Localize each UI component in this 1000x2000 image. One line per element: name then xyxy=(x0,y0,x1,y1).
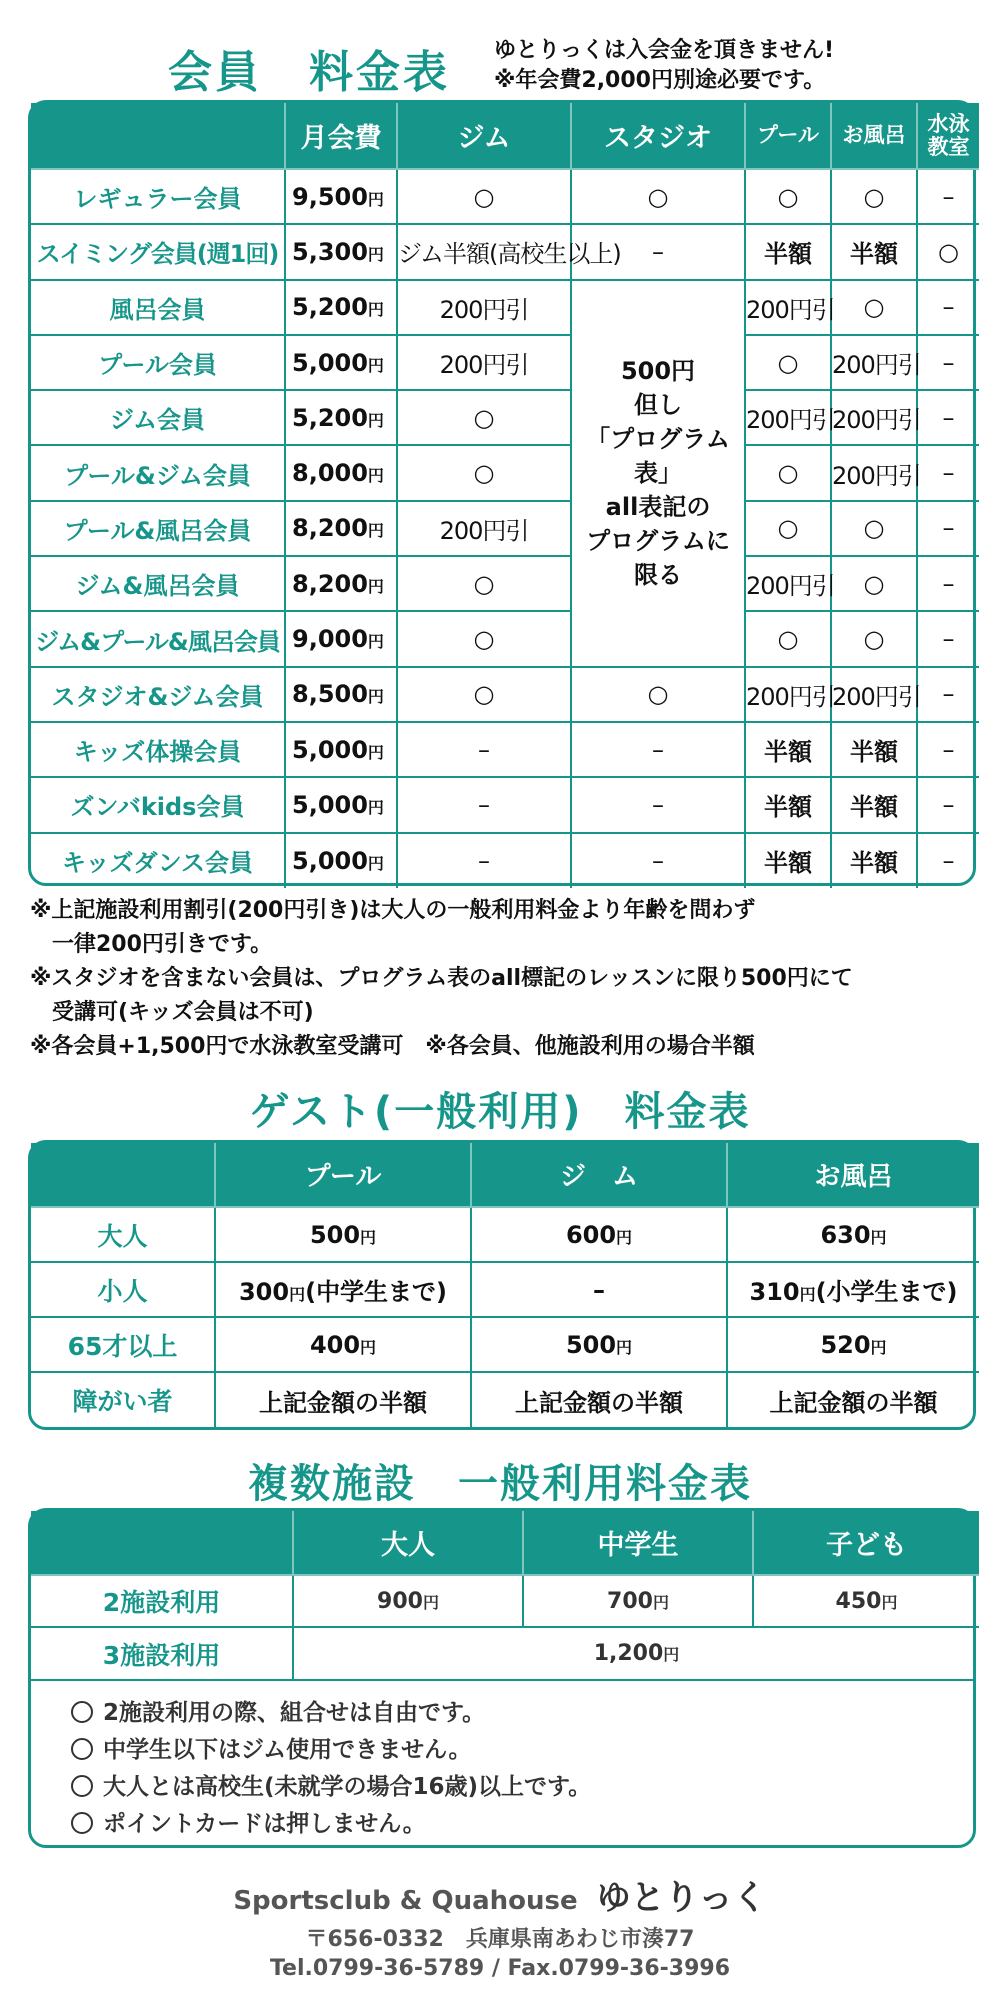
plan-name: ジム会員 xyxy=(31,390,285,445)
gym-cell: ○ xyxy=(397,556,571,611)
monthly-fee: 5,300円 xyxy=(285,224,397,279)
monthly-fee: 9,500円 xyxy=(285,169,397,224)
gym-price: 600円 xyxy=(471,1207,727,1262)
header-studio: スタジオ xyxy=(571,103,745,169)
bath-price: 520円 xyxy=(727,1317,979,1372)
studio-cell: – xyxy=(571,224,745,279)
brand-logo: ゆとりっく xyxy=(596,1878,767,1918)
pool-cell: ○ xyxy=(745,169,831,224)
header-cell-empty xyxy=(31,103,285,169)
header-gym: ジム xyxy=(397,103,571,169)
adult-price: 900円 xyxy=(293,1575,523,1627)
guest-section-title: ゲスト(一般利用) 料金表 xyxy=(249,1089,751,1135)
studio-cell: ○ xyxy=(571,667,745,722)
header-pool: プール xyxy=(745,103,831,169)
table-row xyxy=(31,335,979,390)
table-row xyxy=(31,1575,979,1627)
gym-cell: ○ xyxy=(397,611,571,666)
plan-name: ズンバkids会員 xyxy=(31,777,285,832)
studio-cell: – xyxy=(571,833,745,888)
row-label: 大人 xyxy=(31,1207,215,1262)
bath-cell: ○ xyxy=(831,280,917,335)
gym-cell: 200円引 xyxy=(397,501,571,556)
plan-name: 風呂会員 xyxy=(31,280,285,335)
list-item: ポイントカードは押しません。 xyxy=(71,1806,973,1843)
table-row xyxy=(31,445,979,500)
footer-brand xyxy=(0,1870,1000,1919)
studio-cell: – xyxy=(571,777,745,832)
header-bath: お風呂 xyxy=(831,103,917,169)
header-child: 子ども xyxy=(753,1511,979,1575)
plan-name: スタジオ&ジム会員 xyxy=(31,667,285,722)
all-price: 1,200円 xyxy=(293,1627,979,1679)
pool-cell: 200円引 xyxy=(745,667,831,722)
table-row xyxy=(31,390,979,445)
bath-price: 630円 xyxy=(727,1207,979,1262)
multi-facility-table xyxy=(28,1508,976,1848)
note-line: 一律200円引きです。 xyxy=(52,932,273,957)
circle-bullet-icon xyxy=(71,1812,93,1834)
gym-cell: – xyxy=(397,722,571,777)
swim-class-cell: – xyxy=(917,777,979,832)
gym-cell: 200円引 xyxy=(397,280,571,335)
plan-name: プール&ジム会員 xyxy=(31,445,285,500)
plan-name: レギュラー会員 xyxy=(31,169,285,224)
pool-cell: 半額 xyxy=(745,722,831,777)
swim-class-cell: – xyxy=(917,335,979,390)
bath-cell: 半額 xyxy=(831,722,917,777)
monthly-fee: 8,200円 xyxy=(285,556,397,611)
guest-table-header xyxy=(31,1143,979,1207)
bath-cell: 200円引 xyxy=(831,390,917,445)
header-gym: ジ ム xyxy=(471,1143,727,1207)
pool-cell: 半額 xyxy=(745,224,831,279)
table-row xyxy=(31,1372,979,1427)
footer-tel: Tel.0799-36-5789 / Fax.0799-36-3996 xyxy=(269,1956,731,1981)
row-label: 3施設利用 xyxy=(31,1627,293,1679)
child-price: 450円 xyxy=(753,1575,979,1627)
studio-merged-note: 500円 但し 「プログラム表」 all表記の プログラムに 限る xyxy=(571,280,745,667)
bath-cell: 200円引 xyxy=(831,445,917,500)
gym-cell: – xyxy=(397,777,571,832)
bath-cell: ○ xyxy=(831,169,917,224)
multi-notes xyxy=(31,1679,973,1843)
table-row xyxy=(31,280,979,335)
footer-address: 〒656-0332 兵庫県南あわじ市湊77 xyxy=(305,1927,695,1952)
monthly-fee: 8,200円 xyxy=(285,501,397,556)
plan-name: ジム&風呂会員 xyxy=(31,556,285,611)
swim-class-cell: – xyxy=(917,280,979,335)
circle-bullet-icon xyxy=(71,1701,93,1723)
header-monthly-fee: 月会費 xyxy=(285,103,397,169)
gym-price: 500円 xyxy=(471,1317,727,1372)
page-title: 会員 料金表 xyxy=(168,47,450,98)
gym-price: – xyxy=(471,1262,727,1317)
header-cell-empty xyxy=(31,1511,293,1575)
pool-cell: 200円引 xyxy=(745,390,831,445)
list-item: 大人とは高校生(未就学の場合16歳)以上です。 xyxy=(71,1769,973,1806)
monthly-fee: 8,000円 xyxy=(285,445,397,500)
studio-cell: ○ xyxy=(571,169,745,224)
pool-cell: 200円引 xyxy=(745,280,831,335)
no-entry-fee-note: ゆとりっくは入会金を頂きません! xyxy=(494,38,835,63)
pool-price: 400円 xyxy=(215,1317,471,1372)
member-table-header xyxy=(31,103,979,169)
gym-cell: ○ xyxy=(397,390,571,445)
bath-cell: ○ xyxy=(831,556,917,611)
swim-class-cell: – xyxy=(917,169,979,224)
swim-class-cell: – xyxy=(917,556,979,611)
list-item: 中学生以下はジム使用できません。 xyxy=(71,1732,973,1769)
plan-name: キッズダンス会員 xyxy=(31,833,285,888)
gym-cell: – xyxy=(397,833,571,888)
table-row xyxy=(31,1317,979,1372)
plan-name: プール会員 xyxy=(31,335,285,390)
table-row xyxy=(31,1207,979,1262)
pool-price: 上記金額の半額 xyxy=(215,1372,471,1427)
header-cell-empty xyxy=(31,1143,215,1207)
monthly-fee: 5,000円 xyxy=(285,335,397,390)
brand-name: Sportsclub & Quahouse xyxy=(233,1886,578,1916)
annual-fee-note: ※年会費2,000円別途必要です。 xyxy=(494,68,826,93)
header-adult: 大人 xyxy=(293,1511,523,1575)
row-label: 障がい者 xyxy=(31,1372,215,1427)
header-bath: お風呂 xyxy=(727,1143,979,1207)
note-line: ※スタジオを含まない会員は、プログラム表のall標記のレッスンに限り500円にて xyxy=(30,966,853,991)
pool-cell: ○ xyxy=(745,335,831,390)
multi-table-header xyxy=(31,1511,979,1575)
monthly-fee: 5,000円 xyxy=(285,777,397,832)
note-line: 受講可(キッズ会員は不可) xyxy=(52,1000,314,1025)
gym-cell: ジム半額(高校生以上) xyxy=(397,224,571,279)
bath-cell: ○ xyxy=(831,611,917,666)
monthly-fee: 5,000円 xyxy=(285,833,397,888)
member-notes xyxy=(30,894,980,1064)
row-label: 65才以上 xyxy=(31,1317,215,1372)
member-fee-table xyxy=(28,100,976,886)
row-label: 小人 xyxy=(31,1262,215,1317)
bath-price: 310円(小学生まで) xyxy=(727,1262,979,1317)
pool-cell: 半額 xyxy=(745,777,831,832)
gym-cell: ○ xyxy=(397,667,571,722)
table-row xyxy=(31,667,979,722)
plan-name: キッズ体操会員 xyxy=(31,722,285,777)
table-row xyxy=(31,833,979,888)
monthly-fee: 5,000円 xyxy=(285,722,397,777)
table-row xyxy=(31,501,979,556)
note-line: ※各会員+1,500円で水泳教室受講可 ※各会員、他施設利用の場合半額 xyxy=(30,1034,755,1059)
circle-bullet-icon xyxy=(71,1775,93,1797)
list-item: 2施設利用の際、組合せは自由です。 xyxy=(71,1695,973,1732)
pool-price: 500円 xyxy=(215,1207,471,1262)
header-pool: プール xyxy=(215,1143,471,1207)
table-row xyxy=(31,1627,979,1679)
pool-cell: ○ xyxy=(745,611,831,666)
circle-bullet-icon xyxy=(71,1738,93,1760)
swim-class-cell: – xyxy=(917,501,979,556)
table-row xyxy=(31,611,979,666)
gym-cell: 200円引 xyxy=(397,335,571,390)
swim-class-cell: – xyxy=(917,611,979,666)
gym-cell: ○ xyxy=(397,169,571,224)
header-junior: 中学生 xyxy=(523,1511,753,1575)
header-swim-class: 水泳 教室 xyxy=(917,103,979,169)
plan-name: ジム&プール&風呂会員 xyxy=(31,611,285,666)
plan-name: スイミング会員(週1回) xyxy=(31,224,285,279)
bath-price: 上記金額の半額 xyxy=(727,1372,979,1427)
monthly-fee: 8,500円 xyxy=(285,667,397,722)
studio-cell: – xyxy=(571,722,745,777)
swim-class-cell: – xyxy=(917,390,979,445)
pool-cell: ○ xyxy=(745,445,831,500)
multi-section-title: 複数施設 一般利用料金表 xyxy=(248,1461,752,1507)
swim-class-cell: – xyxy=(917,445,979,500)
swim-class-cell: – xyxy=(917,667,979,722)
monthly-fee: 9,000円 xyxy=(285,611,397,666)
gym-price: 上記金額の半額 xyxy=(471,1372,727,1427)
pool-cell: 200円引 xyxy=(745,556,831,611)
header xyxy=(0,36,1000,98)
table-row xyxy=(31,1262,979,1317)
bath-cell: 半額 xyxy=(831,224,917,279)
junior-price: 700円 xyxy=(523,1575,753,1627)
pool-cell: ○ xyxy=(745,501,831,556)
bath-cell: 半額 xyxy=(831,833,917,888)
bath-cell: ○ xyxy=(831,501,917,556)
bath-cell: 半額 xyxy=(831,777,917,832)
table-row xyxy=(31,224,979,279)
pool-cell: 半額 xyxy=(745,833,831,888)
pool-price: 300円(中学生まで) xyxy=(215,1262,471,1317)
swim-class-cell: – xyxy=(917,833,979,888)
table-row xyxy=(31,556,979,611)
bath-cell: 200円引 xyxy=(831,667,917,722)
table-row xyxy=(31,169,979,224)
monthly-fee: 5,200円 xyxy=(285,390,397,445)
guest-fee-table xyxy=(28,1140,976,1430)
swim-class-cell: – xyxy=(917,722,979,777)
row-label: 2施設利用 xyxy=(31,1575,293,1627)
bath-cell: 200円引 xyxy=(831,335,917,390)
table-row xyxy=(31,777,979,832)
plan-name: プール&風呂会員 xyxy=(31,501,285,556)
swim-class-cell: ○ xyxy=(917,224,979,279)
note-line: ※上記施設利用割引(200円引き)は大人の一般利用料金より年齢を問わず xyxy=(30,898,756,923)
table-row xyxy=(31,722,979,777)
monthly-fee: 5,200円 xyxy=(285,280,397,335)
gym-cell: ○ xyxy=(397,445,571,500)
header-note xyxy=(494,36,834,96)
